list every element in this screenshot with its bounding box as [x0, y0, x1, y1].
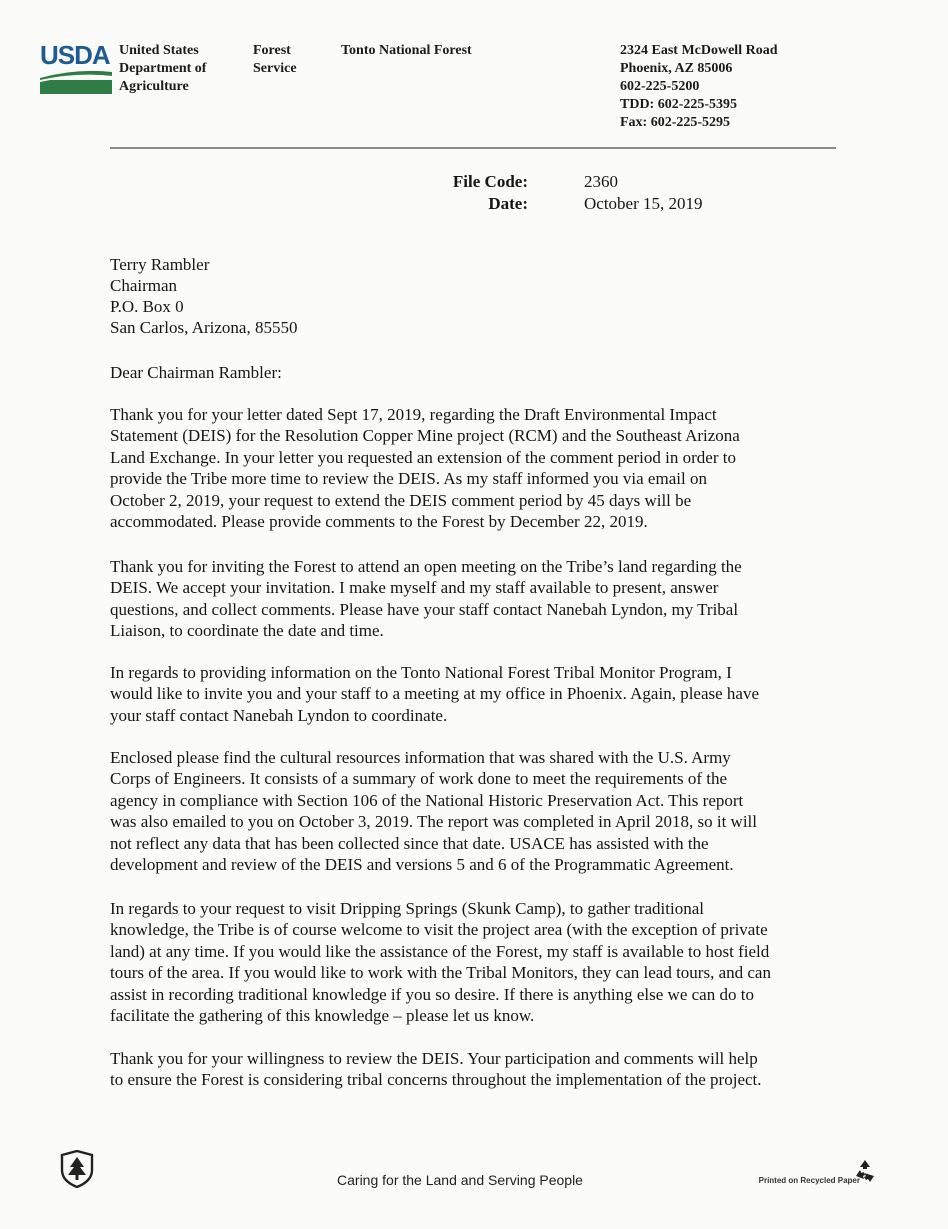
forest-service-shield-icon [60, 1150, 94, 1188]
salutation: Dear Chairman Rambler: [110, 363, 282, 382]
date-label: Date: [488, 194, 528, 213]
paragraph-line: In regards to providing information on the Tonto National Forest Tribal Monitor Program, I [110, 663, 732, 682]
address-city: Phoenix, AZ 85006 [620, 61, 733, 76]
body-paragraph [110, 747, 840, 875]
service-line: Forest [253, 43, 291, 58]
department-name [119, 42, 244, 96]
paragraph-line: assist in recording traditional knowledge if you so desire. If there is anything else we can do to [110, 984, 754, 1004]
paragraph-line: Thank you for your letter dated Sept 17, 2019, regarding the Draft Environmental Impact [110, 405, 717, 424]
recipient-name: Terry Rambler [110, 255, 210, 274]
recipient-address-block [110, 254, 297, 338]
forest-name: Tonto National Forest [341, 43, 472, 58]
usda-logo-text: USDA [40, 40, 110, 70]
paragraph-line: tours of the area. If you would like to work with the Tribal Monitors, they can lead tours, and can [110, 963, 771, 983]
paragraph-line: Enclosed please find the cultural resources information that was shared with the U.S. Army [110, 748, 731, 767]
body-paragraph [110, 404, 840, 532]
body-paragraph [110, 1048, 840, 1091]
paragraph-line: Corps of Engineers. It consists of a summary of work done to meet the requirements of the [110, 769, 728, 789]
body-paragraph [110, 556, 840, 642]
paragraph-line: In regards to your request to visit Dripping Springs (Skunk Camp), to gather traditional [110, 899, 704, 918]
paragraph-line: facilitate the gathering of this knowledge – please let us know. [110, 1006, 535, 1026]
header-divider [110, 147, 836, 149]
department-line: Agriculture [119, 79, 189, 94]
office-address [620, 42, 860, 132]
paragraph-line: was also emailed to you on October 3, 2019. The report was completed in April 2018, so it will [110, 812, 757, 832]
usda-logo [40, 42, 112, 96]
paragraph-line: questions, and collect comments. Please have your staff contact Nanebah Lyndon, my Tribal [110, 599, 739, 619]
department-line: Department of [119, 61, 207, 76]
paragraph-line: October 2, 2019, your request to extend the DEIS comment period by 45 days will be [110, 490, 692, 510]
paragraph-line: not reflect any data that has been collected since that date. USACE has assisted with the [110, 833, 709, 853]
address-tdd: TDD: 602-225-5395 [620, 97, 738, 112]
paragraph-line: provide the Tribe more time to review the DEIS. As my staff informed you via email on [110, 469, 707, 489]
paragraph-line: your staff contact Nanebah Lyndon to coordinate. [110, 705, 448, 725]
footer-motto: Caring for the Land and Serving People [337, 1172, 583, 1188]
body-paragraph [110, 662, 840, 726]
paragraph-line: development and review of the DEIS and versions 5 and 6 of the Programmatic Agreement. [110, 855, 734, 875]
paragraph-line: Liaison, to coordinate the date and time. [110, 621, 384, 641]
address-street: 2324 East McDowell Road [620, 43, 778, 58]
file-code-value: 2360 [584, 172, 618, 191]
service-name [253, 42, 333, 78]
file-code-label: File Code: [452, 172, 528, 191]
paragraph-line: Thank you for your willingness to review the DEIS. Your participation and comments will help [110, 1049, 758, 1068]
paragraph-line: land) at any time. If you would like the assistance of the Forest, my staff is available to host field [110, 941, 770, 961]
paragraph-line: would like to invite you and your staff to a meeting at my office in Phoenix. Again, please have [110, 684, 760, 704]
paragraph-line: Thank you for inviting the Forest to attend an open meeting on the Tribe’s land regarding the [110, 557, 742, 576]
recipient-city: San Carlos, Arizona, 85550 [110, 318, 298, 337]
service-line: Service [253, 61, 297, 76]
recipient-title: Chairman [110, 276, 178, 295]
paragraph-line: knowledge, the Tribe is of course welcome to visit the project area (with the exception of private [110, 920, 768, 940]
recipient-po-box: P.O. Box 0 [110, 297, 184, 316]
paragraph-line: Land Exchange. In your letter you requested an extension of the comment period in order to [110, 447, 736, 467]
paragraph-line: agency in compliance with Section 106 of the National Historic Preservation Act. This report [110, 790, 744, 810]
department-line: United States [119, 43, 199, 58]
recycle-icon [852, 1158, 878, 1184]
address-phone: 602-225-5200 [620, 79, 700, 94]
paragraph-line: DEIS. We accept your invitation. I make myself and my staff available to present, answer [110, 578, 719, 598]
paragraph-line: to ensure the Forest is considering tribal concerns throughout the implementation of the project. [110, 1070, 762, 1090]
paragraph-line: accommodated. Please provide comments to the Forest by December 22, 2019. [110, 512, 648, 532]
address-fax: Fax: 602-225-5295 [620, 115, 731, 130]
paragraph-line: Statement (DEIS) for the Resolution Copper Mine project (RCM) and the Southeast Arizona [110, 426, 740, 446]
body-paragraph [110, 898, 840, 1026]
recycled-paper-note: Printed on Recycled Paper [758, 1176, 860, 1185]
date-value: October 15, 2019 [584, 194, 703, 213]
usda-logo-swoosh-icon [40, 68, 112, 94]
